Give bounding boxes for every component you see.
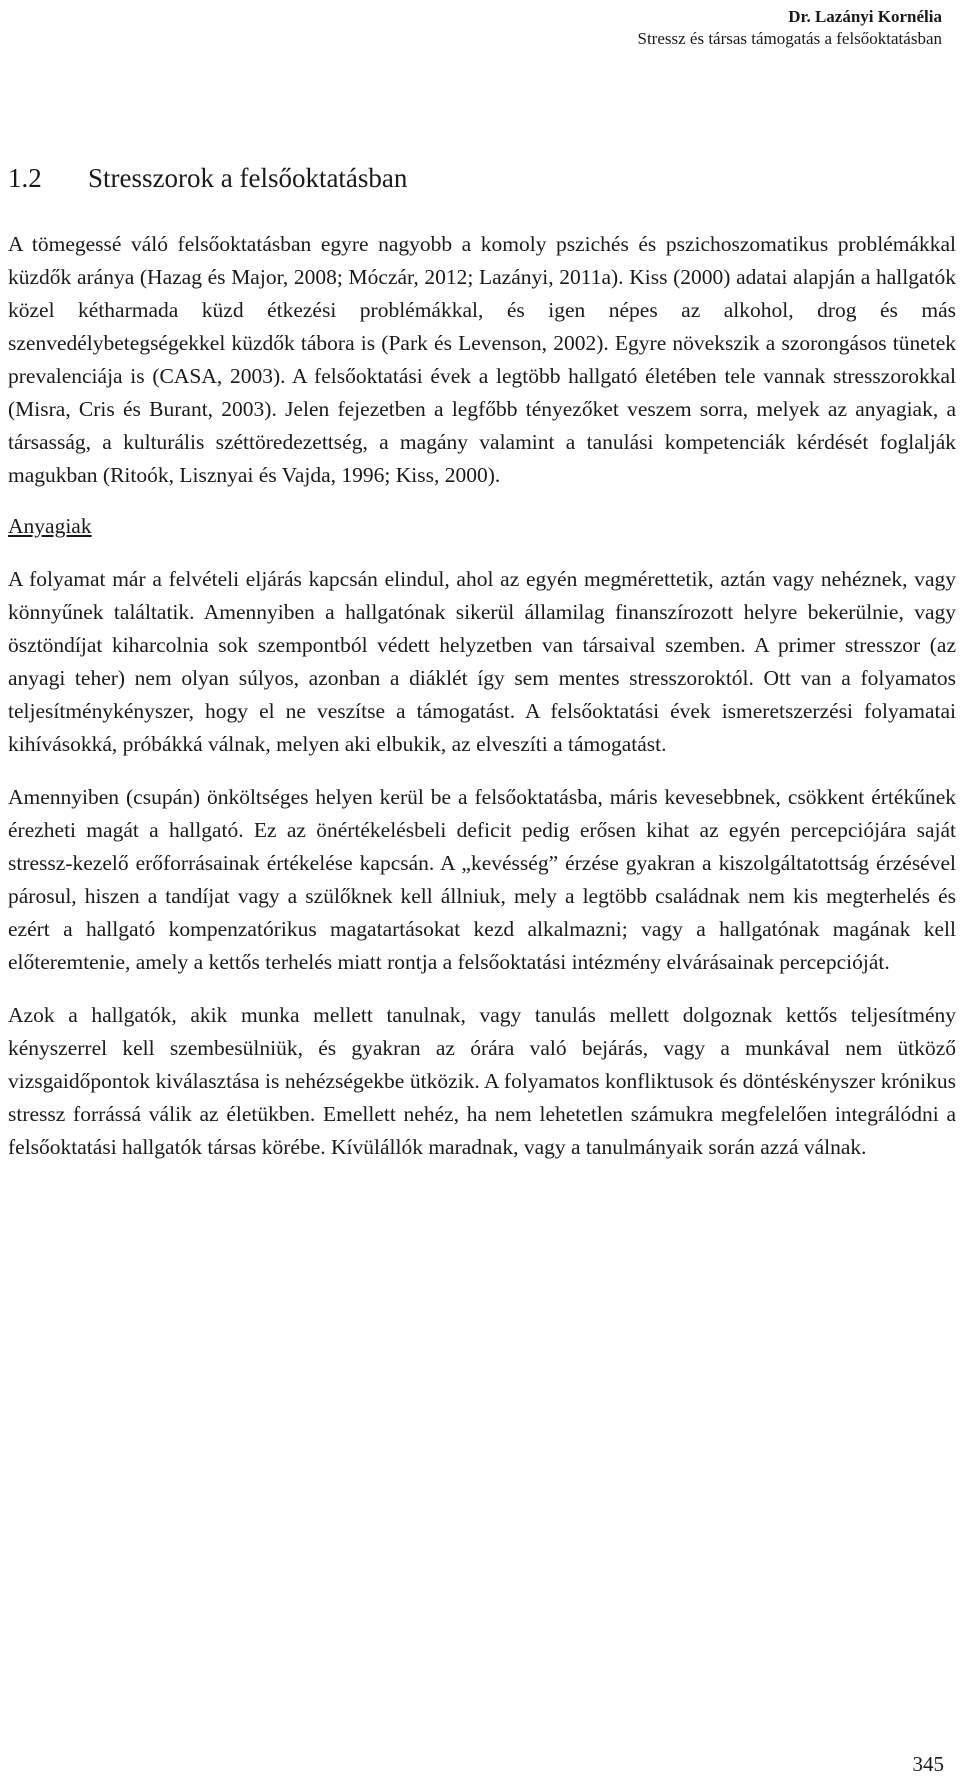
paragraph-1: A folyamat már a felvételi eljárás kapcsán elindul, ahol az egyén megmérettetik, aztán vagy nehéznek, vagy könnyűnek találtatik. Amennyiben a hallgatónak sikerül államilag finanszírozott helyre bekerülnie, vagy ösztöndíjat kiharcolnia sok szempontból védett helyzetben van társaival szemben. A primer stresszor (az anyagi teher) nem olyan súlyos, azonban a diáklét így sem mentes stresszoroktól. Ott van a folyamatos teljesítménykényszer, hogy el ne veszítse a támogatást. A felsőoktatási évek ismeretszerzési folyamatai kihívásokká, próbákká válnak, melyen aki elbukik, az elveszíti a támogatást. [8, 567, 956, 756]
running-header [638, 6, 943, 50]
section-heading [8, 160, 407, 196]
paragraph-2: Amennyiben (csupán) önköltséges helyen kerül be a felsőoktatásba, máris kevesebbnek, csökkent értékűnek érezheti magát a hallgató. Ez az önértékelésbeli deficit pedig erősen kihat az egyén percepciójára saját stressz-kezelő erőforrásainak értékelése kapcsán. A „kevésség” érzése gyakran a kiszolgáltatottság érzésével párosul, hiszen a tandíjat vagy a szülőknek kell állniuk, mely a legtöbb családnak nem kis megterhelés és ezért a hallgató kompenzatórikus magatartásokat kezd alkalmazni; vagy a hallgatónak magának kell előteremtenie, amely a kettős terhelés miatt rontja a felsőoktatási intézmény elvárásainak percepcióját. [8, 785, 956, 974]
section-title: Stresszorok a felsőoktatásban [88, 163, 408, 193]
paragraph-intro: A tömegessé váló felsőoktatásban egyre nagyobb a komoly pszichés és pszichoszomatikus problémákkal küzdők aránya (Hazag és Major, 2008; Móczár, 2012; Lazányi, 2011a). Kiss (2000) adatai alapján a hallgatók közel kétharmada küzd étkezési problémákkal, és igen népes az alkohol, drog és más szenvedélybetegségekkel küzdők tábora is (Park és Levenson, 2002). Egyre növekszik a szorongásos tünetek prevalenciája is (CASA, 2003). A felsőoktatási évek a legtöbb hallgató életében tele vannak stresszorokkal (Misra, Cris és Burant, 2003). Jelen fejezetben a legfőbb tényezőket veszem sorra, melyek az anyagiak, a társasság, a kulturális széttöredezettség, a magány valamint a tanulási kompetenciák kérdését foglalják magukban (Ritoók, Lisznyai és Vajda, 1996; Kiss, 2000). [8, 232, 956, 487]
header-running-title: Stressz és társas támogatás a felsőoktatásban [637, 29, 942, 48]
page-number: 345 [912, 1752, 944, 1776]
subheading-anyagiak: Anyagiak [8, 514, 92, 538]
body-content [8, 228, 956, 1164]
paragraph-3: Azok a hallgatók, akik munka mellett tanulnak, vagy tanulás mellett dolgoznak kettős teljesítmény kényszerrel kell szembesülniük, és gyakran az órára való bejárás, vagy a munkával nem ütköző vizsgaidőpontok kiválasztása is nehézségekbe ütközik. A folyamatos konfliktusok és döntéskényszer krónikus stressz forrássá válik az életükben. Emellett nehéz, ha nem lehetetlen számukra megfelelően integrálódni a felsőoktatási hallgatók társas körébe. Kívülállók maradnak, vagy a tanulmányaik során azzá válnak. [8, 1003, 956, 1159]
section-number: 1.2 [8, 163, 42, 193]
header-author: Dr. Lazányi Kornélia [788, 7, 942, 26]
